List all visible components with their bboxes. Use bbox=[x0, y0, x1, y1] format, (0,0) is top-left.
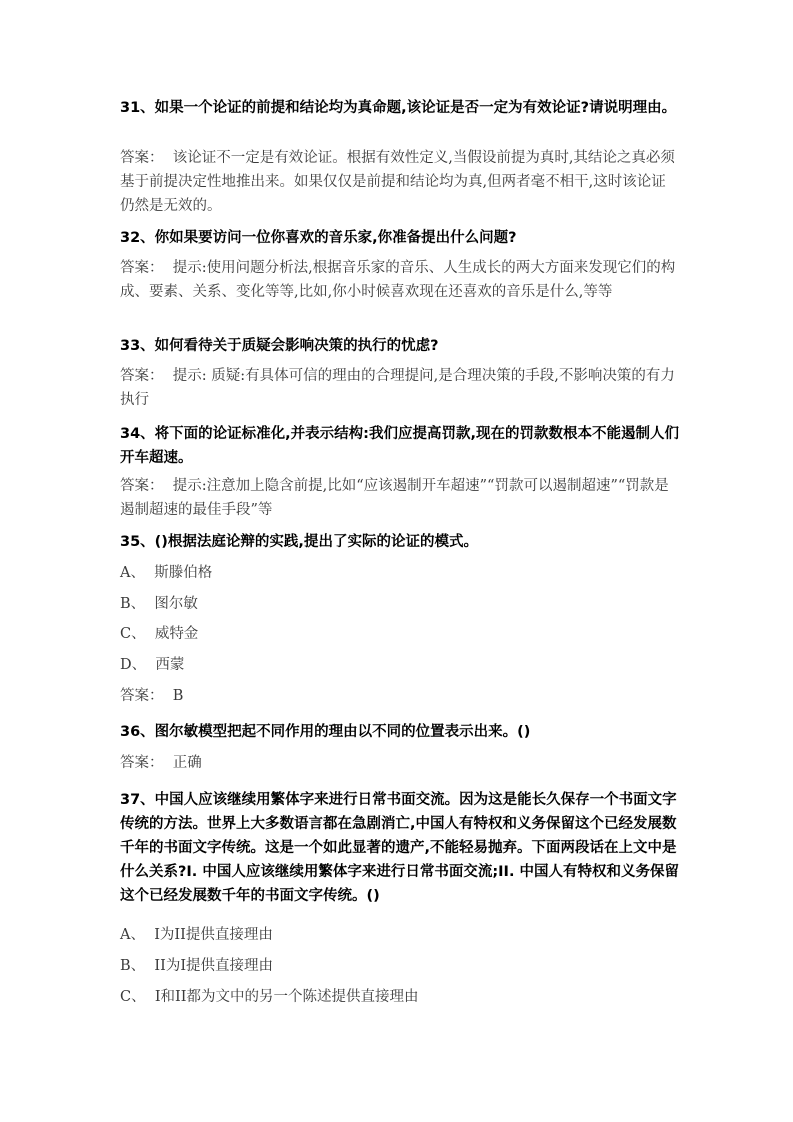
question-34: 34、将下面的论证标准化,并表示结构:我们应提高罚款,现在的罚款数根本不能遏制人们开车超速。 bbox=[120, 426, 679, 466]
answer-32: 答案： 提示:使用问题分析法,根据音乐家的音乐、人生成长的两大方面来发现它们的构成、要素、关系、变化等等,比如,你小时候喜欢现在还喜欢的音乐是什么,等等 bbox=[120, 260, 676, 300]
question-31: 31、如果一个论证的前提和结论均为真命题,该论证是否一定为有效论证?请说明理由。 bbox=[120, 100, 677, 116]
question-37: 37、中国人应该继续用繁体字来进行日常书面交流。因为这是能长久保存一个书面文字传统的方法。世界上大多数语言都在急剧消亡,中国人有特权和义务保留这个已经发展数千年的书面文字传统。这是一个如此显著的遗产,不能轻易抛弃。下面两段话在上文中是什么关系?I. 中国人应该继续用繁体字来进行日常书面交流;II. 中国人有特权和义务保留这个已经发展数千年的书面文字传统。() bbox=[120, 792, 680, 904]
option-37-b: B、 II为I提供直接理由 bbox=[120, 958, 274, 974]
option-35-c: C、 威特金 bbox=[120, 626, 199, 642]
answer-35: 答案： B bbox=[120, 688, 184, 704]
option-37-c: C、 I和II都为文中的另一个陈述提供直接理由 bbox=[120, 989, 419, 1005]
question-36: 36、图尔敏模型把起不同作用的理由以不同的位置表示出来。() bbox=[120, 724, 531, 740]
option-37-a: A、 I为II提供直接理由 bbox=[120, 927, 273, 943]
question-32: 32、你如果要访问一位你喜欢的音乐家,你准备提出什么问题? bbox=[120, 230, 517, 246]
question-35: 35、()根据法庭论辩的实践,提出了实际的论证的模式。 bbox=[120, 534, 478, 550]
option-35-d: D、 西蒙 bbox=[120, 657, 185, 673]
answer-34: 答案： 提示:注意加上隐含前提,比如“应该遏制开车超速”“罚款可以遏制超速”“罚款是遏制超速的最佳手段”等 bbox=[120, 478, 669, 518]
option-35-b: B、 图尔敏 bbox=[120, 596, 198, 612]
option-35-a: A、 斯滕伯格 bbox=[120, 565, 213, 581]
answer-33: 答案： 提示: 质疑:有具体可信的理由的合理提问,是合理决策的手段,不影响决策的有力执行 bbox=[120, 368, 675, 408]
answer-31: 答案： 该论证不一定是有效论证。根据有效性定义,当假设前提为真时,其结论之真必须基于前提决定性地推出来。如果仅仅是前提和结论均为真,但两者毫不相干,这时该论证仍然是无效的。 bbox=[120, 150, 675, 214]
question-33: 33、如何看待关于质疑会影响决策的执行的忧虑? bbox=[120, 338, 439, 354]
answer-36: 答案： 正确 bbox=[120, 755, 202, 771]
